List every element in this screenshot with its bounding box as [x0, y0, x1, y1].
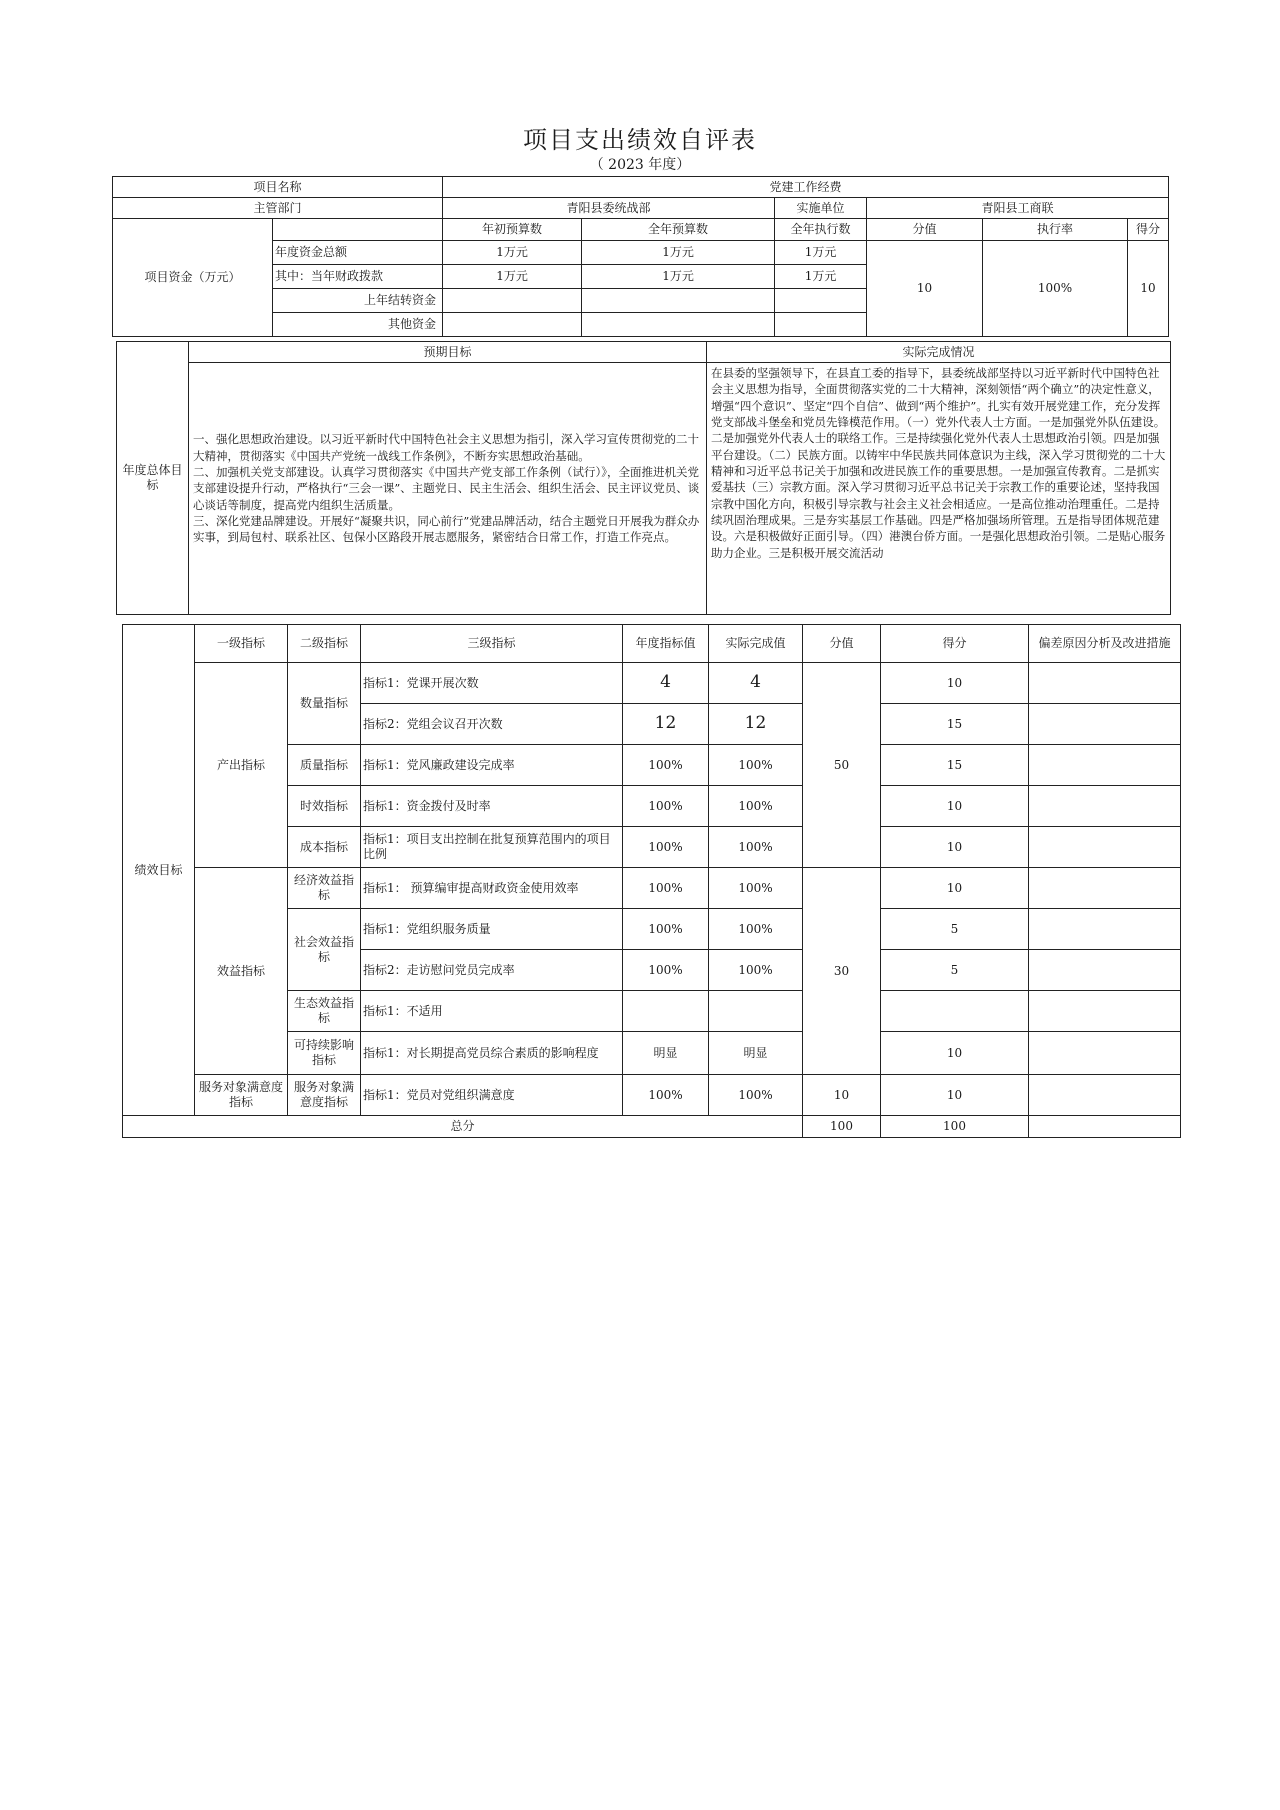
funds-cell: [443, 313, 582, 337]
funds-cell: [775, 313, 867, 337]
indicator-score: 10: [881, 827, 1029, 868]
indicator-actual: 100%: [709, 909, 803, 950]
funds-cell: 1万元: [443, 265, 582, 289]
indicator-deviation: [1029, 1075, 1181, 1116]
indicator-deviation: [1029, 786, 1181, 827]
funds-row-label: 其他资金: [273, 313, 443, 337]
indicator-name: 指标1：不适用: [361, 991, 623, 1032]
indicator-name: 指标2：走访慰问党员完成率: [361, 950, 623, 991]
perf-header-score: 得分: [881, 625, 1029, 663]
l2-eco: 生态效益指标: [288, 991, 361, 1032]
indicator-actual: 明显: [709, 1032, 803, 1075]
indicator-name: 指标1： 预算编审提高财政资金使用效率: [361, 868, 623, 909]
perf-header-actual: 实际完成值: [709, 625, 803, 663]
indicator-score: 15: [881, 745, 1029, 786]
total-label: 总分: [123, 1116, 803, 1138]
l2-sustain: 可持续影响指标: [288, 1032, 361, 1075]
overall-goals-table: [116, 341, 1171, 615]
perf-header-l2: 二级指标: [288, 625, 361, 663]
indicator-actual: 100%: [709, 786, 803, 827]
funds-score-value: 10: [867, 241, 983, 337]
funds-cell: 1万元: [775, 265, 867, 289]
funds-header-score-value: 分值: [867, 219, 983, 241]
l1-benefit: 效益指标: [195, 868, 288, 1075]
indicator-target: 100%: [623, 909, 709, 950]
indicator-score: 10: [881, 1032, 1029, 1075]
l2-quality: 质量指标: [288, 745, 361, 786]
indicator-score: [881, 991, 1029, 1032]
project-name-label: 项目名称: [113, 177, 443, 198]
weight-output: 50: [803, 663, 881, 868]
funds-cell: 1万元: [582, 241, 775, 265]
page-subtitle: （ 2023 年度）: [589, 157, 691, 173]
indicator-target: 100%: [623, 786, 709, 827]
funds-cell: 1万元: [582, 265, 775, 289]
goals-label: 年度总体目标: [117, 342, 189, 615]
indicator-name: 指标2：党组会议召开次数: [361, 704, 623, 745]
indicator-name: 指标1：对长期提高党员综合素质的影响程度: [361, 1032, 623, 1075]
indicator-target: 100%: [623, 868, 709, 909]
indicator-actual: 12: [709, 704, 803, 745]
indicator-deviation: [1029, 745, 1181, 786]
funds-cell: 1万元: [775, 241, 867, 265]
indicator-deviation: [1029, 991, 1181, 1032]
funds-header-executed: 全年执行数: [775, 219, 867, 241]
indicator-name: 指标1：项目支出控制在批复预算范围内的项目比例: [361, 827, 623, 868]
funds-row-label: 年度资金总额: [273, 241, 443, 265]
indicator-deviation: [1029, 950, 1181, 991]
total-weight: 100: [803, 1116, 881, 1138]
indicator-score: 10: [881, 868, 1029, 909]
indicator-target: [623, 991, 709, 1032]
perf-header-weight: 分值: [803, 625, 881, 663]
indicator-deviation: [1029, 663, 1181, 704]
total-score: 100: [881, 1116, 1029, 1138]
indicator-name: 指标1：党员对党组织满意度: [361, 1075, 623, 1116]
dept-label: 主管部门: [113, 198, 443, 219]
indicator-target: 100%: [623, 950, 709, 991]
indicator-deviation: [1029, 868, 1181, 909]
perf-header-l1: 一级指标: [195, 625, 288, 663]
l2-service: 服务对象满意度指标: [288, 1075, 361, 1116]
perf-label: 绩效目标: [123, 625, 195, 1116]
indicator-target: 100%: [623, 1075, 709, 1116]
funds-cell: [582, 313, 775, 337]
indicator-actual: 100%: [709, 745, 803, 786]
goals-actual-header: 实际完成情况: [707, 342, 1171, 363]
funds-row-label: 上年结转资金: [273, 289, 443, 313]
indicator-actual: 100%: [709, 950, 803, 991]
goals-expected-header: 预期目标: [189, 342, 707, 363]
funds-cell: [775, 289, 867, 313]
indicator-target: 明显: [623, 1032, 709, 1075]
funds-header-initial: 年初预算数: [443, 219, 582, 241]
funds-cell: 1万元: [443, 241, 582, 265]
funds-header-score: 得分: [1128, 219, 1169, 241]
goals-expected-text: 一、强化思想政治建设。以习近平新时代中国特色社会主义思想为指引，深入学习宣传贯彻党的二十大精神，贯彻落实《中国共产党统一战线工作条例》，不断夯实思想政治基础。 二、加强机关党支部建设。认真学习贯彻落实《中国共产党支部工作条例（试行）》，全面推进机关党支部建设提升行动，严格执行“三会一课”、主题党日、民主生活会、组织生活会、民主评议党员、谈心谈话等制度，提高党内组织生活质量。 三、深化党建品牌建设。开展好“凝聚共识，同心前行”党建品牌活动，结合主题党日开展我为群众办实事，到局包村、联系社区、包保小区路段开展志愿服务，紧密结合日常工作，打造工作亮点。: [189, 363, 707, 615]
total-deviation: [1029, 1116, 1181, 1138]
funds-label: 项目资金（万元）: [113, 219, 273, 337]
indicator-actual: 4: [709, 663, 803, 704]
l1-service: 服务对象满意度指标: [195, 1075, 288, 1116]
funds-cell: [582, 289, 775, 313]
l2-econ: 经济效益指标: [288, 868, 361, 909]
indicator-target: 100%: [623, 745, 709, 786]
perf-header-deviation: 偏差原因分析及改进措施: [1029, 625, 1181, 663]
indicator-deviation: [1029, 1032, 1181, 1075]
indicator-score: 10: [881, 663, 1029, 704]
indicator-score: 10: [881, 786, 1029, 827]
dept-value: 青阳县委统战部: [443, 198, 775, 219]
funds-header-annual: 全年预算数: [582, 219, 775, 241]
funds-header-exec-rate: 执行率: [983, 219, 1128, 241]
indicator-deviation: [1029, 909, 1181, 950]
indicator-actual: 100%: [709, 868, 803, 909]
perf-header-target: 年度指标值: [623, 625, 709, 663]
indicator-score: 5: [881, 909, 1029, 950]
weight-service: 10: [803, 1075, 881, 1116]
indicator-score: 5: [881, 950, 1029, 991]
indicator-score: 10: [881, 1075, 1029, 1116]
project-name: 党建工作经费: [443, 177, 1169, 198]
l2-quantity: 数量指标: [288, 663, 361, 745]
unit-value: 青阳县工商联: [867, 198, 1169, 219]
indicator-actual: [709, 991, 803, 1032]
indicator-name: 指标1：党组织服务质量: [361, 909, 623, 950]
indicator-deviation: [1029, 827, 1181, 868]
funds-cell: [443, 289, 582, 313]
indicator-name: 指标1：资金拨付及时率: [361, 786, 623, 827]
indicator-name: 指标1：党课开展次数: [361, 663, 623, 704]
unit-label: 实施单位: [775, 198, 867, 219]
page-title: 项目支出绩效自评表: [523, 126, 757, 154]
indicator-deviation: [1029, 704, 1181, 745]
l2-social: 社会效益指标: [288, 909, 361, 991]
funds-exec-rate: 100%: [983, 241, 1128, 337]
indicator-actual: 100%: [709, 1075, 803, 1116]
indicator-target: 12: [623, 704, 709, 745]
indicator-target: 4: [623, 663, 709, 704]
l1-output: 产出指标: [195, 663, 288, 868]
l2-cost: 成本指标: [288, 827, 361, 868]
project-info-table: [112, 176, 1169, 337]
indicator-name: 指标1：党风廉政建设完成率: [361, 745, 623, 786]
perf-header-l3: 三级指标: [361, 625, 623, 663]
funds-header-blank: [273, 219, 443, 241]
performance-table: [122, 624, 1181, 1138]
l2-time: 时效指标: [288, 786, 361, 827]
indicator-actual: 100%: [709, 827, 803, 868]
weight-benefit: 30: [803, 868, 881, 1075]
goals-actual-text: 在县委的坚强领导下，在县直工委的指导下，县委统战部坚持以习近平新时代中国特色社会主义思想为指导，全面贯彻落实党的二十大精神，深刻领悟“两个确立”的决定性意义，增强“四个意识”、坚定“四个自信”、做到“两个维护”。扎实有效开展党建工作，充分发挥党支部战斗堡垒和党员先锋模范作用。（一）党外代表人士方面。一是加强党外队伍建设。二是加强党外代表人士的联络工作。三是持续强化党外代表人士思想政治引领。四是加强平台建设。（二）民族方面。以铸牢中华民族共同体意识为主线，深入学习贯彻党的二十大精神和习近平总书记关于加强和改进民族工作的重要思想。一是加强宣传教育。二是抓实爱基扶（三）宗教方面。深入学习贯彻习近平总书记关于宗教工作的重要论述，坚持我国宗教中国化方向，积极引导宗教与社会主义社会相适应。一是高位推动治理重任。二是持续巩固治理成果。三是夯实基层工作基础。四是严格加强场所管理。五是指导团体规范建设。六是积极做好正面引导。（四）港澳台侨方面。一是强化思想政治引领。二是贴心服务助力企业。三是积极开展交流活动: [707, 363, 1171, 615]
indicator-target: 100%: [623, 827, 709, 868]
funds-row-label: 其中：当年财政拨款: [273, 265, 443, 289]
funds-score: 10: [1128, 241, 1169, 337]
indicator-score: 15: [881, 704, 1029, 745]
